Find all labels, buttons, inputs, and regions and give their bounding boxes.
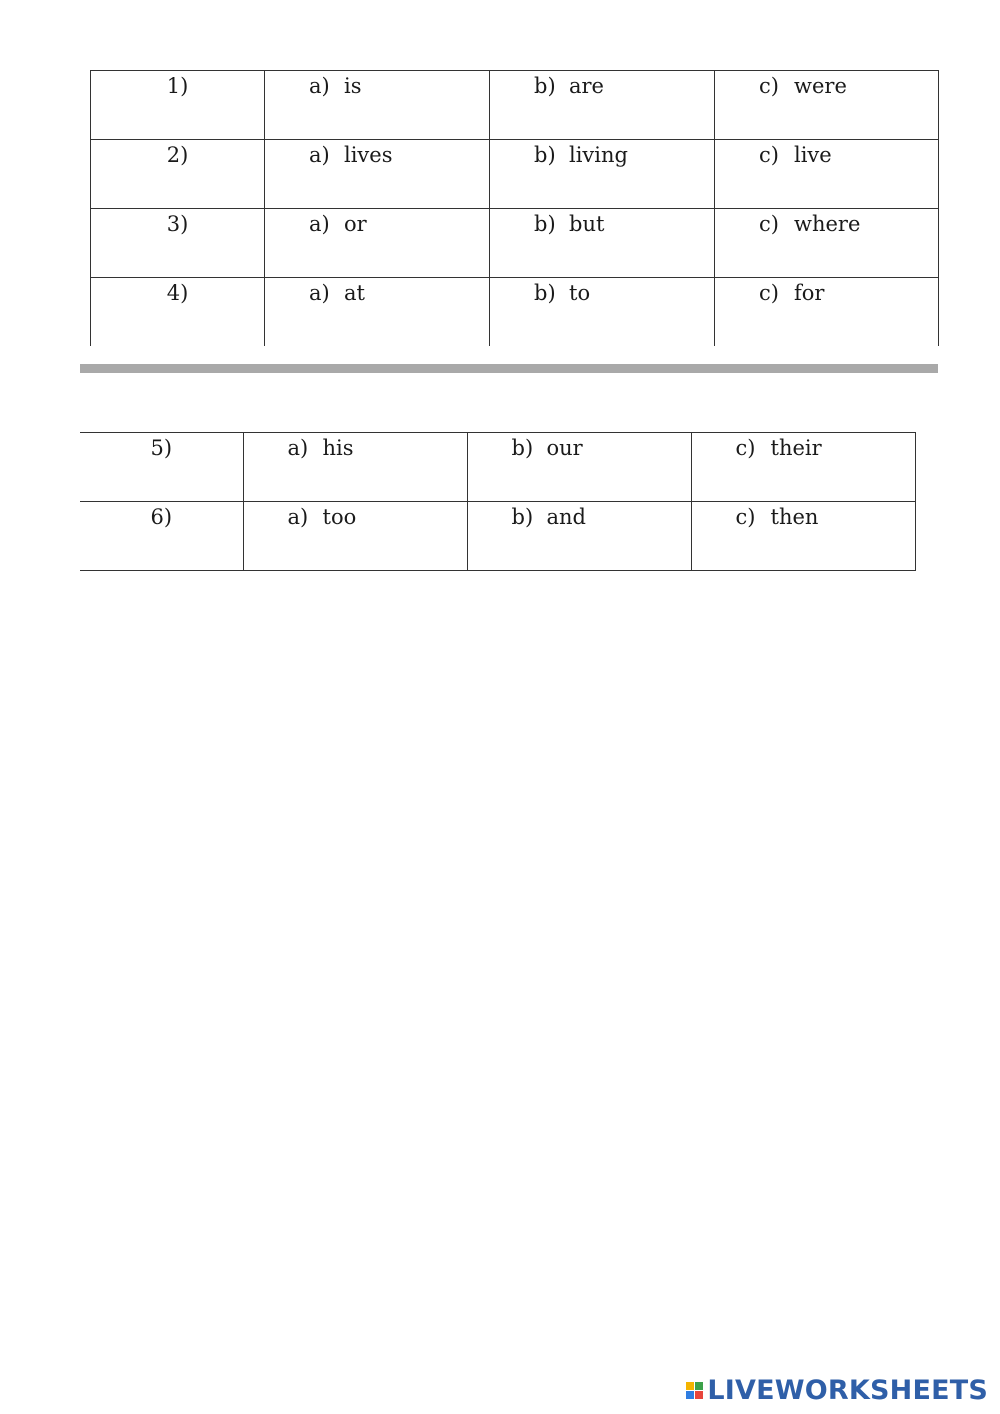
option-word: his	[322, 436, 354, 460]
option-letter: a)	[309, 281, 330, 305]
option-letter: c)	[759, 74, 779, 98]
option-letter: a)	[287, 505, 309, 529]
option-word: is	[344, 74, 362, 98]
option-letter: c)	[759, 143, 779, 167]
table-row	[80, 433, 915, 502]
option-word: where	[794, 212, 861, 236]
option-b-cell[interactable]	[467, 502, 691, 571]
option-a-cell[interactable]	[243, 433, 467, 502]
option-a-cell[interactable]	[265, 209, 490, 278]
option-word: living	[569, 143, 628, 167]
option-letter: a)	[309, 143, 330, 167]
option-letter: c)	[735, 436, 756, 460]
section-divider	[80, 364, 938, 373]
option-b-cell[interactable]	[490, 278, 715, 347]
logo-square	[686, 1391, 694, 1399]
option-word: but	[569, 212, 605, 236]
option-word: live	[794, 143, 832, 167]
option-word: then	[770, 505, 819, 529]
option-b-cell[interactable]	[467, 433, 691, 502]
option-letter: b)	[511, 436, 534, 460]
question-number-cell	[91, 209, 265, 278]
option-word: too	[322, 505, 357, 529]
option-word: to	[569, 281, 591, 305]
option-c-cell[interactable]	[715, 278, 939, 347]
liveworksheets-logo-icon	[686, 1382, 703, 1399]
option-letter: b)	[534, 143, 556, 167]
table-row	[80, 502, 915, 571]
option-letter: a)	[309, 212, 330, 236]
option-word: their	[770, 436, 822, 460]
option-b-cell[interactable]	[490, 140, 715, 209]
option-letter: c)	[759, 281, 779, 305]
option-c-cell[interactable]	[715, 71, 939, 140]
question-table-1	[90, 70, 939, 346]
option-letter: b)	[534, 212, 556, 236]
option-c-cell[interactable]	[715, 140, 939, 209]
table-row	[91, 140, 939, 209]
option-letter: c)	[759, 212, 779, 236]
option-letter: a)	[287, 436, 309, 460]
option-letter: a)	[309, 74, 330, 98]
question-number-cell	[80, 502, 243, 571]
question-number: 5)	[150, 436, 173, 460]
question-number: 4)	[166, 281, 189, 305]
logo-square	[686, 1382, 694, 1390]
option-word: at	[344, 281, 365, 305]
question-number-cell	[91, 71, 265, 140]
question-number: 1)	[166, 74, 189, 98]
question-number-cell	[91, 140, 265, 209]
question-number: 6)	[150, 505, 173, 529]
brand-name: LIVEWORKSHEETS	[707, 1375, 988, 1406]
table-row	[91, 278, 939, 347]
liveworksheets-logo	[686, 1375, 988, 1406]
option-a-cell[interactable]	[265, 71, 490, 140]
table-row	[91, 71, 939, 140]
option-b-cell[interactable]	[490, 71, 715, 140]
option-word: for	[794, 281, 825, 305]
option-letter: b)	[534, 281, 556, 305]
table-row	[91, 209, 939, 278]
option-word: and	[546, 505, 586, 529]
option-a-cell[interactable]	[265, 278, 490, 347]
option-letter: b)	[511, 505, 534, 529]
option-c-cell[interactable]	[691, 502, 915, 571]
logo-square	[695, 1391, 703, 1399]
option-c-cell[interactable]	[715, 209, 939, 278]
question-table-2	[80, 432, 916, 571]
option-word: our	[546, 436, 583, 460]
option-letter: b)	[534, 74, 556, 98]
option-word: are	[569, 74, 604, 98]
option-word: were	[794, 74, 847, 98]
logo-square	[695, 1382, 703, 1390]
question-number-cell	[80, 433, 243, 502]
option-b-cell[interactable]	[490, 209, 715, 278]
option-word: or	[344, 212, 367, 236]
question-number: 2)	[166, 143, 189, 167]
question-number-cell	[91, 278, 265, 347]
option-word: lives	[344, 143, 393, 167]
option-a-cell[interactable]	[265, 140, 490, 209]
option-letter: c)	[735, 505, 756, 529]
option-a-cell[interactable]	[243, 502, 467, 571]
option-c-cell[interactable]	[691, 433, 915, 502]
question-number: 3)	[166, 212, 189, 236]
